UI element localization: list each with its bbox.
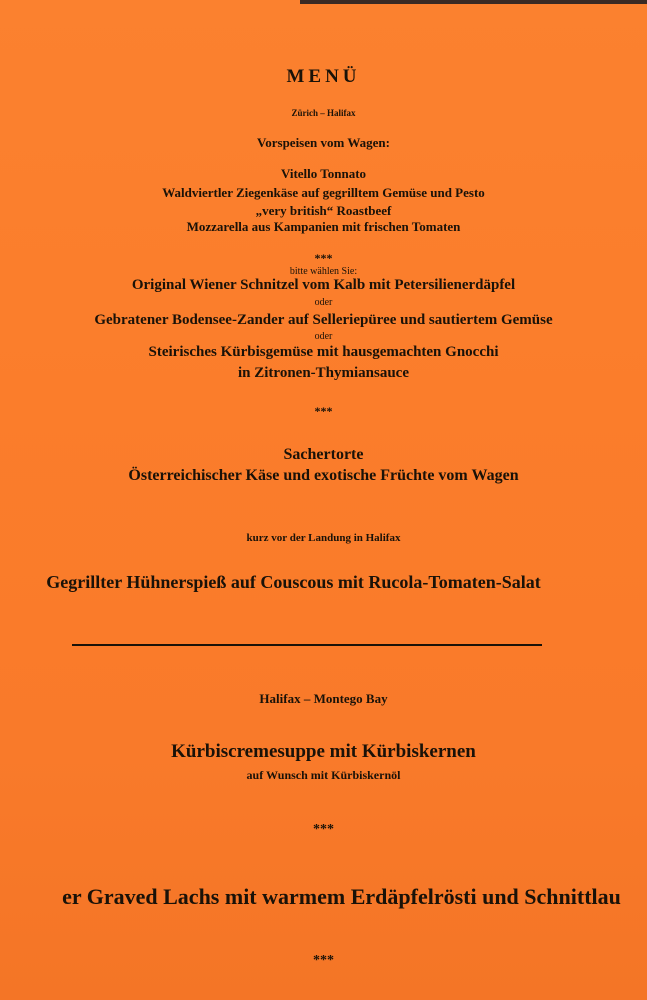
main-course-lachs: er Graved Lachs mit warmem Erdäpfelrösti und Schnittlau xyxy=(62,884,621,909)
route-halifax-montego-bay: Halifax – Montego Bay xyxy=(259,691,388,706)
soup-item: Kürbiscremesuppe mit Kürbiskernen xyxy=(171,741,476,762)
soup-note: auf Wunsch mit Kürbiskernöl xyxy=(246,768,401,782)
main-course-zander: Gebratener Bodensee-Zander auf Selleriepüree und sautiertem Gemüse xyxy=(94,312,553,328)
main-course-gnocchi-sauce: in Zitronen-Thymiansauce xyxy=(238,365,409,381)
separator-stars: *** xyxy=(314,404,333,418)
starter-item: „very british“ Roastbeef xyxy=(255,203,392,218)
dessert-item: Österreichischer Käse und exotische Früchte vom Wagen xyxy=(128,467,519,484)
or-label: oder xyxy=(314,331,333,342)
paper-top-edge xyxy=(300,0,647,4)
starters-heading: Vorspeisen vom Wagen: xyxy=(257,135,390,150)
or-label: oder xyxy=(314,297,333,308)
separator-stars: *** xyxy=(314,251,333,265)
separator-stars: *** xyxy=(313,953,334,968)
starter-item: Mozzarella aus Kampanien mit frischen Tomaten xyxy=(186,219,461,234)
snack-item: Gegrillter Hühnerspieß auf Couscous mit Rucola-Tomaten-Salat xyxy=(46,572,541,592)
main-course-gnocchi: Steirisches Kürbisgemüse mit hausgemachten Gnocchi xyxy=(148,344,499,360)
starter-item: Waldviertler Ziegenkäse auf gegrilltem Gemüse und Pesto xyxy=(162,185,485,200)
route-zurich-halifax: Zürich – Halifax xyxy=(291,108,356,118)
dessert-item: Sachertorte xyxy=(283,446,364,463)
choose-label: bitte wählen Sie: xyxy=(289,266,358,277)
starter-item: Vitello Tonnato xyxy=(280,166,367,181)
separator-stars: *** xyxy=(313,822,334,837)
main-course-schnitzel: Original Wiener Schnitzel vom Kalb mit Petersilienerdäpfel xyxy=(131,277,516,293)
section-divider xyxy=(72,644,542,646)
menu-title: MENÜ xyxy=(286,66,361,87)
before-landing-label: kurz vor der Landung in Halifax xyxy=(246,532,401,544)
